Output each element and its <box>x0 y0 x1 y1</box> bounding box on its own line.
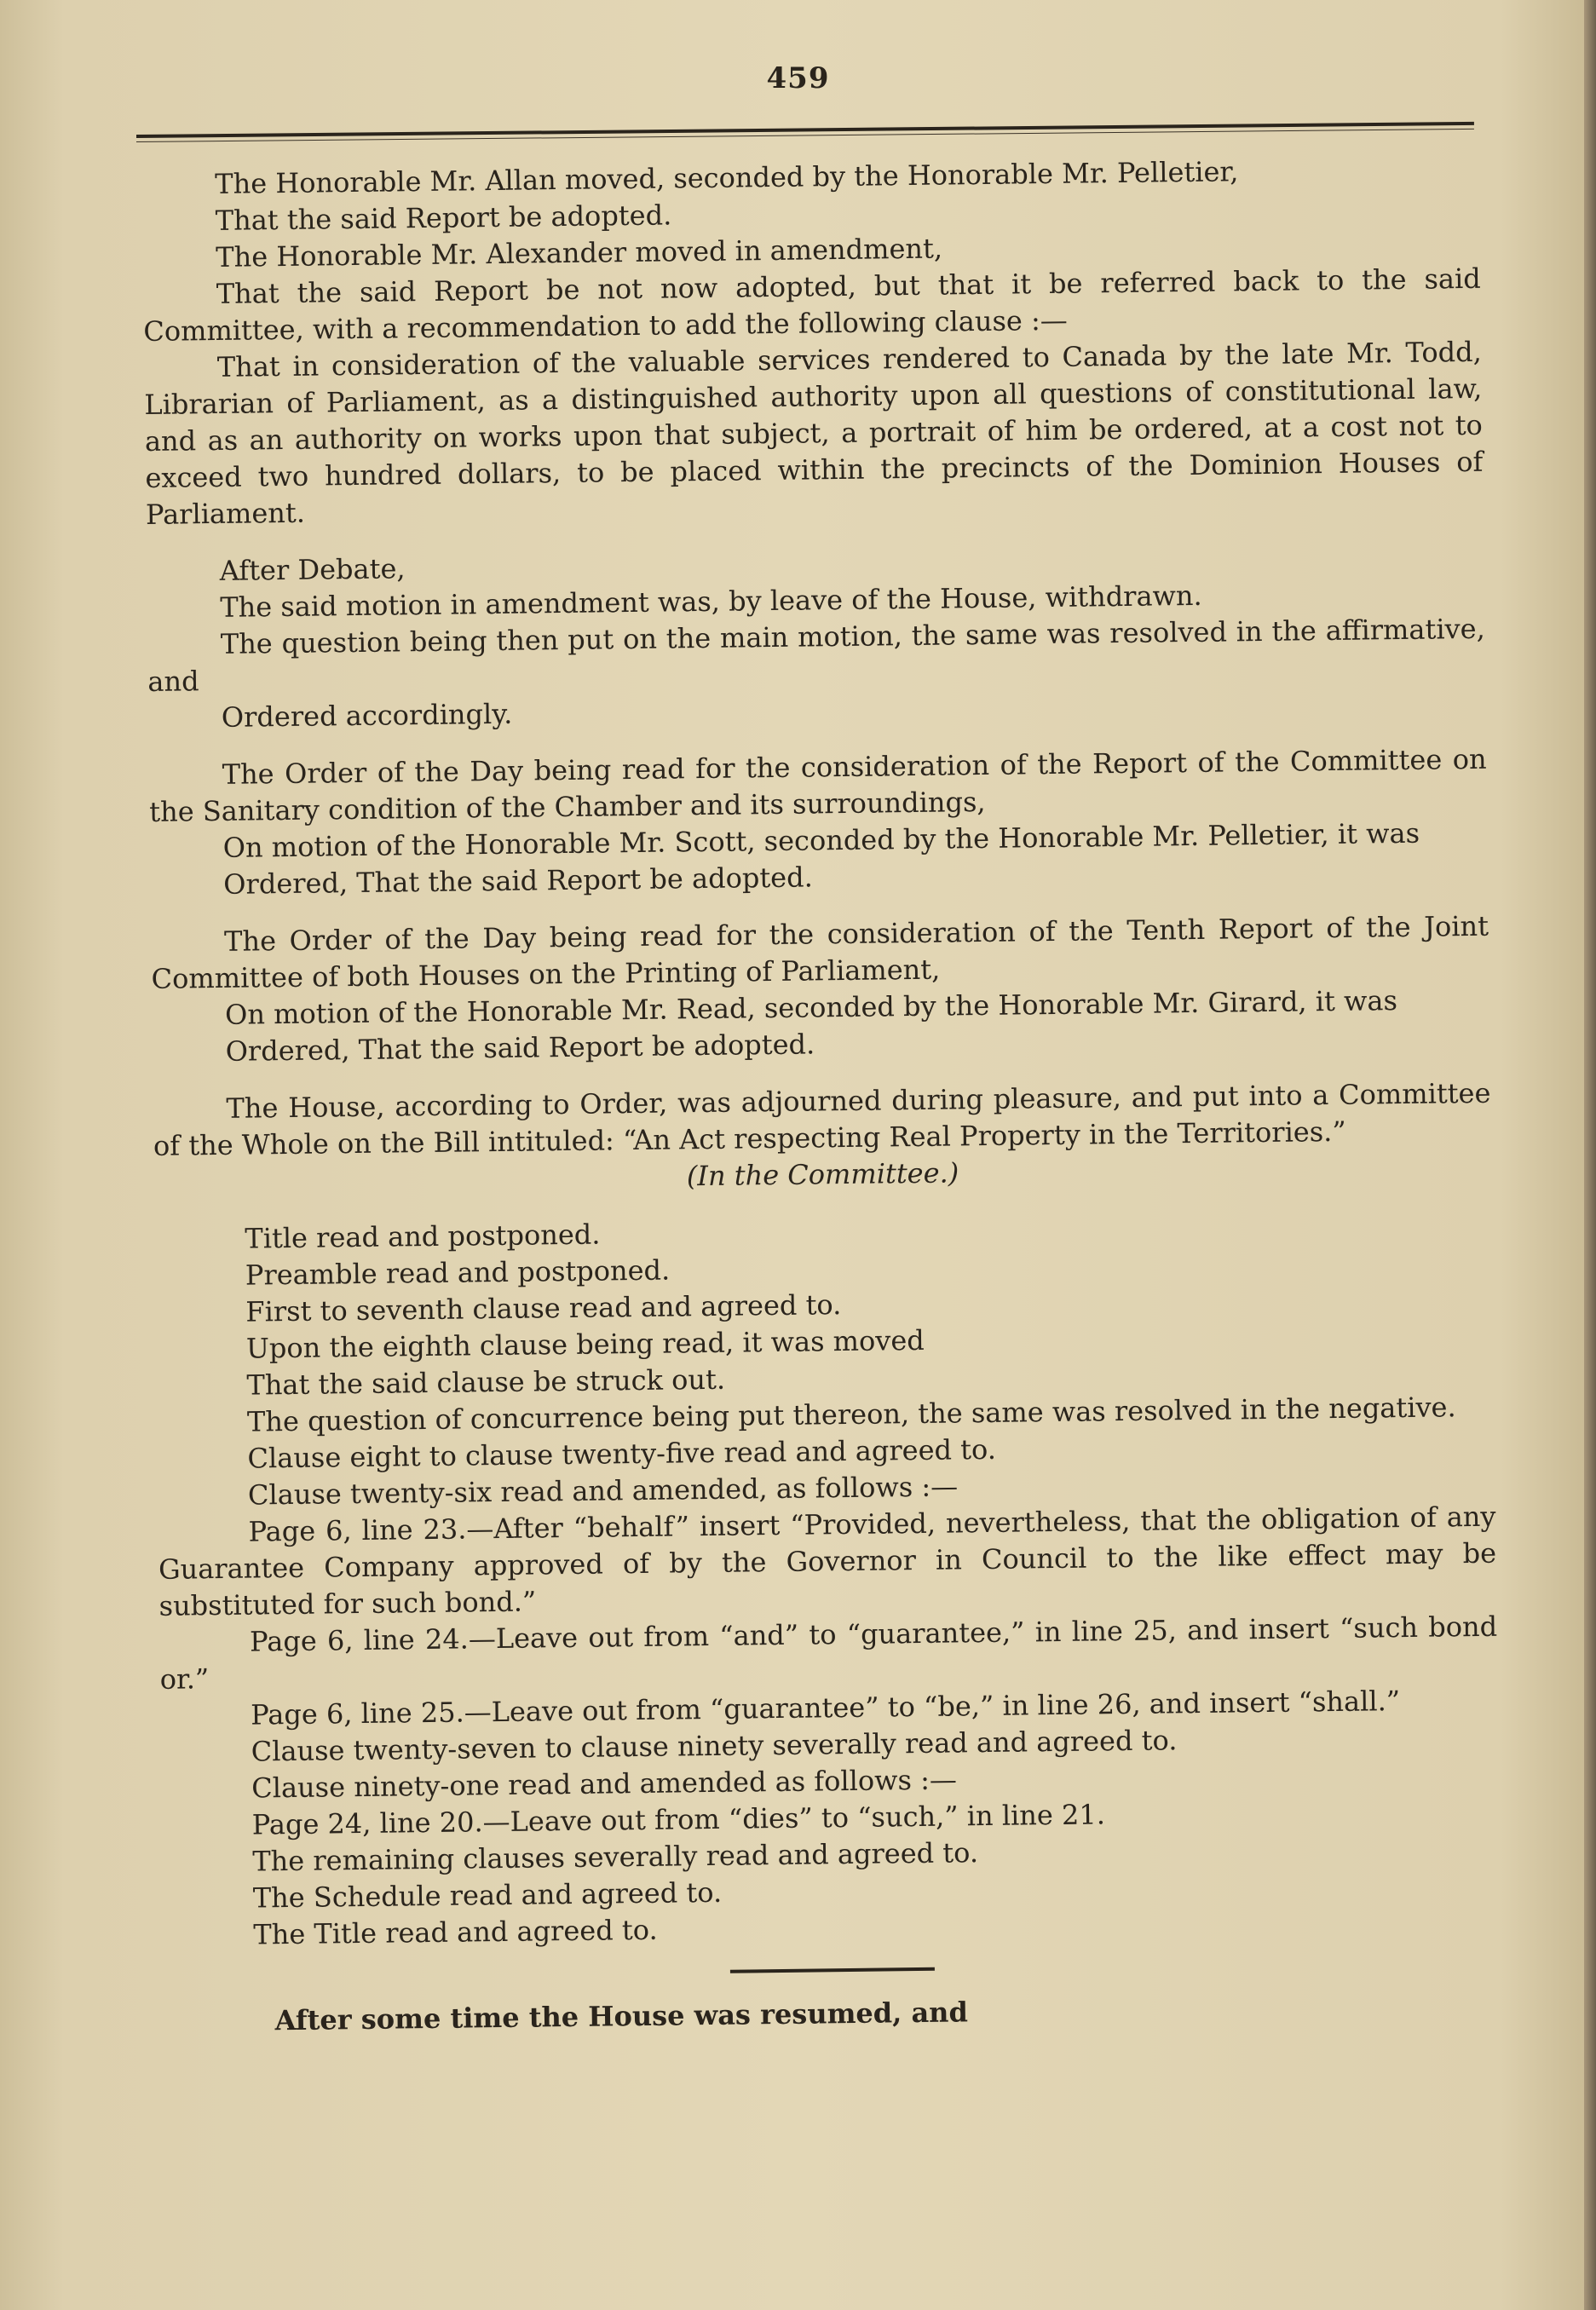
paragraph: The House, according to Order, was adjourned during pleasure, and put into a Committee of the Whole on the Bill intituled: “An Act respecting Real Property in the Territories.” <box>153 1076 1491 1162</box>
list-item: Page 24, line 20.—Leave out from “dies” to “such,” in line 21. <box>251 1798 1106 1841</box>
list-item: The Schedule read and agreed to. <box>252 1875 723 1915</box>
list-item: The Title read and agreed to. <box>253 1913 658 1951</box>
journal-body <box>141 151 1502 2041</box>
committee-proceedings <box>154 1206 1501 1955</box>
list-item: Title read and postponed. <box>245 1218 601 1255</box>
list-item: That the said clause be struck out. <box>246 1362 726 1402</box>
closing-line: After some time the House was resumed, and <box>274 1996 969 2037</box>
list-item: Clause eight to clause twenty-five read and agreed to. <box>247 1432 997 1475</box>
paragraph: Ordered, That the said Report be adopted. <box>225 1028 815 1068</box>
paragraph: That in consideration of the valuable services rendered to Canada by the late Mr. Todd, Librarian of Parliament, as a distinguished authority upon all questions of constitutional law, and as an authority on works upon that subject, a portrait of him be ordered, at a cost not to exceed two hundred dollars, to be placed within the precincts of the Dominion Houses of Parliament. <box>144 335 1484 531</box>
list-item: Clause ninety-one read and amended as follows :— <box>251 1763 958 1805</box>
paragraph: Ordered accordingly. <box>221 697 513 734</box>
page-number: 459 <box>766 61 830 95</box>
paragraph: After Debate, <box>219 552 406 587</box>
list-item: Page 6, line 23.—After “behalf” insert “Provided, nevertheless, that the obligation of any Guarantee Company approved of by the Governor in Council to the like effect may be substituted for such bond.” <box>158 1500 1497 1622</box>
paragraph: That the said Report be adopted. <box>215 199 672 237</box>
paragraph: On motion of the Honorable Mr. Scott, seconded by the Honorable Mr. Pelletier, it was <box>222 816 1420 864</box>
paragraph: That the said Report be not now adopted, but that it be referred back to the said Committee, with a recommendation to add the following clause :— <box>143 262 1481 348</box>
list-item: Clause twenty-six read and amended, as follows :— <box>247 1470 959 1512</box>
page-gutter <box>1584 0 1596 2310</box>
paragraph: The Order of the Day being read for the consideration of the Report of the Committee on the Sanitary condition of the Chamber and its surroundings, <box>149 742 1487 828</box>
paragraph: The Honorable Mr. Alexander moved in amendment, <box>216 232 943 274</box>
list-item: Clause twenty-seven to clause ninety severally read and agreed to. <box>251 1724 1178 1768</box>
list-item: The remaining clauses severally read and agreed to. <box>252 1836 979 1878</box>
paragraph: The question being then put on the main motion, the same was resolved in the affirmative, and <box>147 612 1485 698</box>
paragraph: The Order of the Day being read for the consideration of the Tenth Report of the Joint Committee of both Houses on the Printing of Parliament, <box>151 909 1489 995</box>
paragraph: On motion of the Honorable Mr. Read, seconded by the Honorable Mr. Girard, it was <box>224 984 1398 1031</box>
section-rule <box>730 1967 935 1973</box>
list-item: Page 6, line 24.—Leave out from “and” to “guarantee,” in line 25, and insert “such bond or.” <box>159 1610 1498 1696</box>
list-item: Upon the eighth clause being read, it was moved <box>245 1323 925 1365</box>
list-item: The question of concurrence being put thereon, the same was resolved in the negative. <box>246 1391 1456 1438</box>
paragraph: The said motion in amendment was, by leave of the House, withdrawn. <box>220 579 1202 624</box>
paragraph: Ordered, That the said Report be adopted. <box>223 861 813 901</box>
list-item: Preamble read and postponed. <box>245 1253 671 1292</box>
list-item: First to seventh clause read and agreed to. <box>245 1288 842 1328</box>
list-item: Page 6, line 25.—Leave out from “guarantee” to “be,” in line 26, and insert “shall.” <box>250 1685 1401 1731</box>
paragraph: The Honorable Mr. Allan moved, seconded by the Honorable Mr. Pelletier, <box>215 155 1239 200</box>
committee-heading: (In the Committee.) <box>686 1156 959 1193</box>
